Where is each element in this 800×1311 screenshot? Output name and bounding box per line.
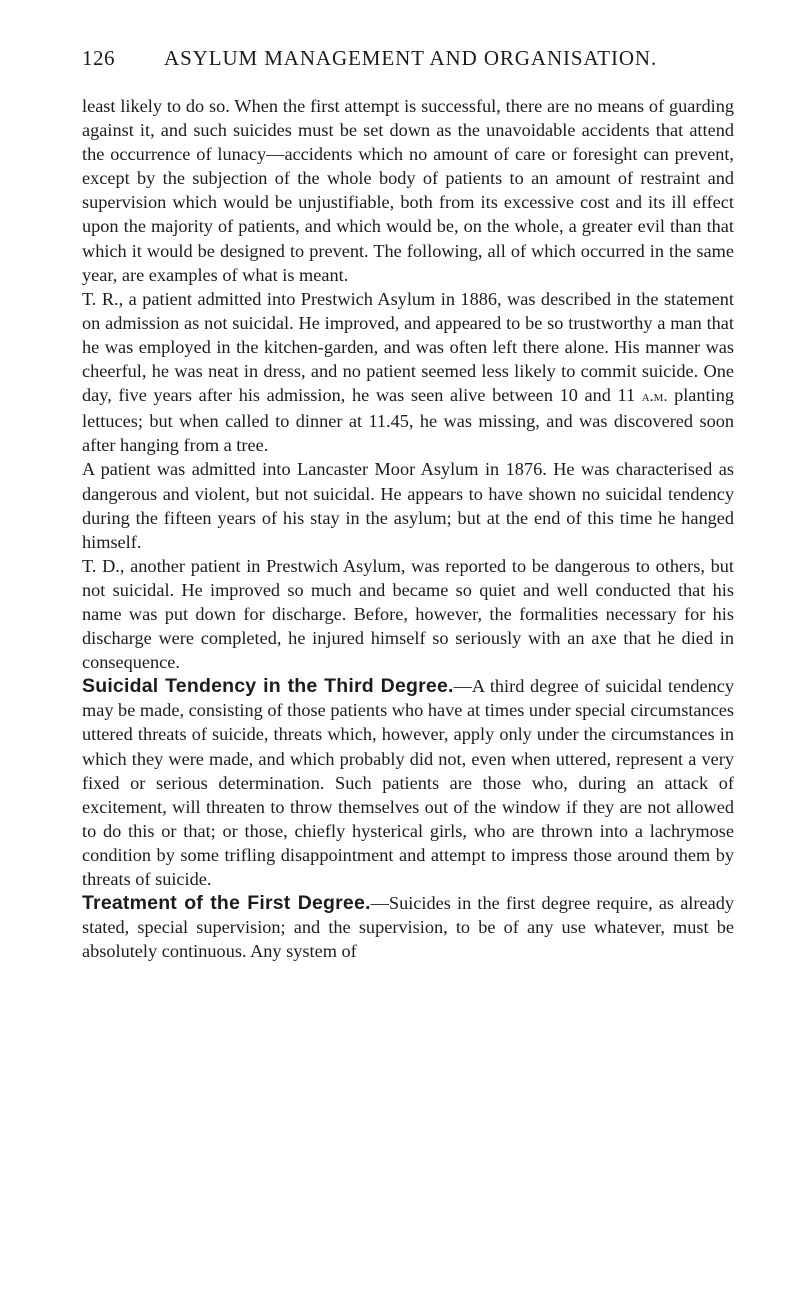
paragraph-treatment-first-degree — [82, 891, 734, 963]
section-heading-third-degree: Suicidal Tendency in the Third Degree. — [82, 675, 454, 698]
paragraph-lancaster-case: A patient was admitted into Lancaster Moor Asylum in 1876. He was characterised as dangerous and violent, but not suicidal. He appears to have shown no suicidal tendency during the fifteen years of his stay in the asylum; but at the end of this time he hanged himself. — [82, 459, 734, 552]
third-degree-text: —A third degree of suicidal tendency may be made, consisting of those patients who have at times under special circumstances uttered threats of suicide, threats which, however, apply only under the circumstances in which they were made, and which probably did not, even when uttered, represent a very fixed or serious determination. Such patients are those who, during an attack of excitement, will threaten to throw themselves out of the window if they are not allowed to do this or that; or those, chiefly hysterical girls, who are thrown into a lachrymose condition by some trifling disappointment and attempt to impress those around them by threats of suicide. — [82, 676, 734, 889]
case-t-r-text-start: T. R., a patient admitted into Prestwich Asylum in 1886, was described in the statement on admission as not suicidal. He improved, and appeared to be so trustworthy a man that he was employed in the kitchen-garden, and was often left there alone. His manner was cheerful, he was neat in dress, and no patient seemed less likely to commit suicide. One day, five years after his admission, he was seen alive between 10 and 11 — [82, 288, 734, 406]
page-number: 126 — [82, 46, 115, 70]
time-am: a.m. — [641, 388, 668, 406]
running-title: ASYLUM MANAGEMENT AND ORGANISATION. — [164, 46, 658, 70]
paragraph-accidents: least likely to do so. When the first attempt is successful, there are no means of guarding against it, and such suicides must be set down as the unavoidable accidents that attend the occurrence of lunacy—accidents which no amount of care or foresight can prevent, except by the subjection of the whole body of patients to an amount of restraint and supervision which would be unjustifiable, both from its excessive cost and its ill effect upon the majority of patients, and which would be, on the whole, a greater evil than that which it would be designed to prevent. The following, all of which occurred in the same year, are examples of what is meant. — [82, 96, 734, 285]
running-head — [82, 46, 734, 76]
case-t-r-text-end: planting lettuces; but when called to dinner at 11.45, he was missing, and was discovered soon after hanging from a tree. — [82, 385, 734, 456]
body-text — [82, 94, 734, 963]
treatment-text: —Suicides in the first degree require, as already stated, special supervision; and the supervision, to be of any use whatever, must be absolutely continuous. Any system of — [82, 893, 734, 962]
paragraph-case-t-r — [82, 287, 734, 458]
paragraph-third-degree — [82, 674, 734, 891]
paragraph-case-t-d: T. D., another patient in Prestwich Asylum, was reported to be dangerous to others, but not suicidal. He improved so much and became so quiet and well conducted that his name was put down for discharge. Before, however, the formalities necessary for his discharge were completed, he injured himself so seriously with an axe that he died in consequence. — [82, 555, 734, 673]
section-heading-treatment: Treatment of the First Degree. — [82, 892, 371, 915]
